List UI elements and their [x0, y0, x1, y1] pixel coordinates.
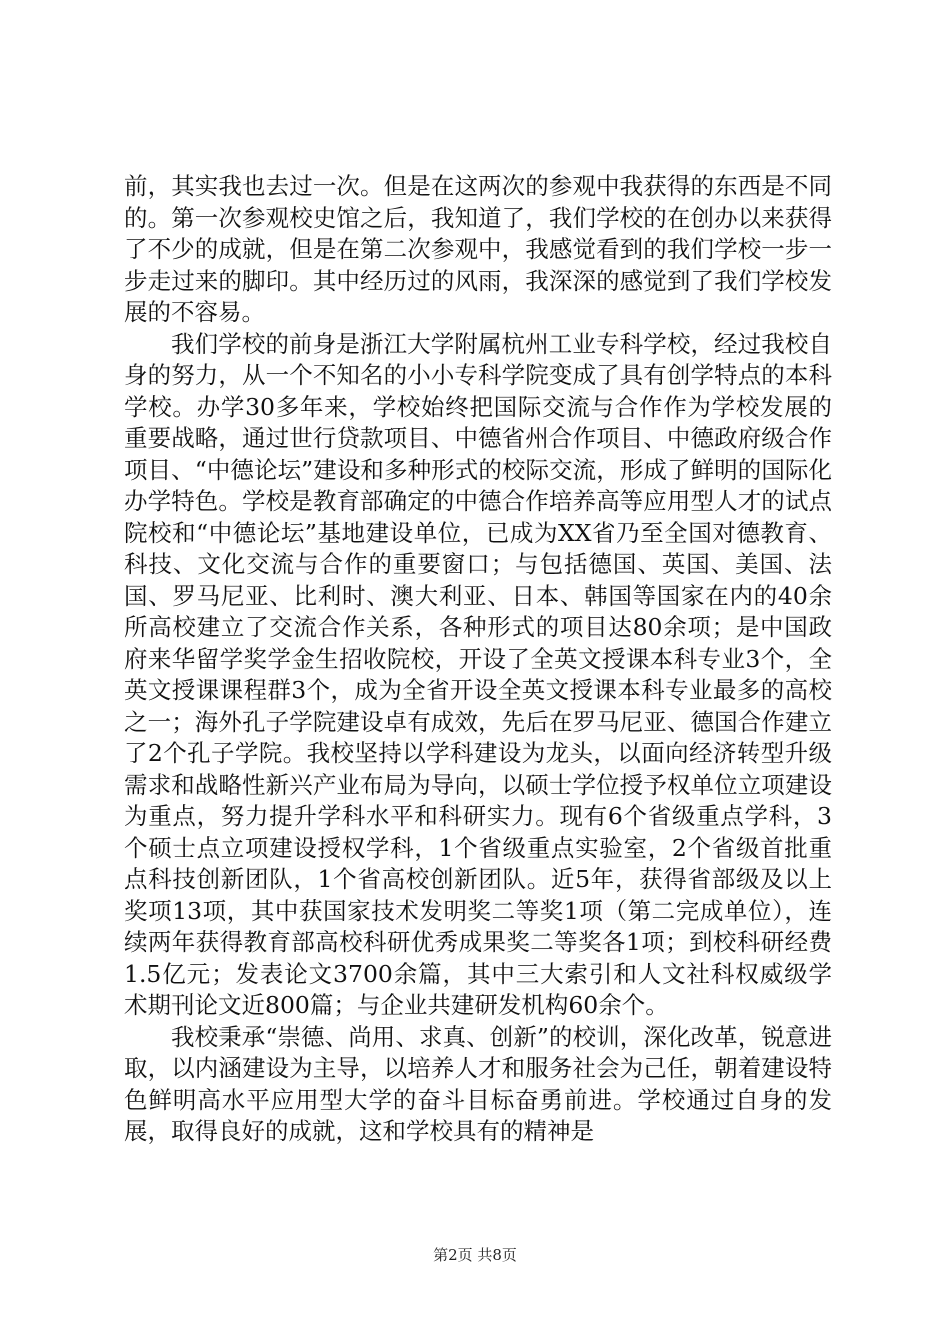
document-body — [124, 171, 832, 1148]
page-number-footer: 第2页 共8页 — [433, 1246, 517, 1264]
paragraph-school-motto: 我校秉承“崇德、尚用、求真、创新”的校训，深化改革，锐意进取，以内涵建设为主导，以培养人才和服务社会为己任，朝着建设特色鲜明高水平应用型大学的奋斗目标奋勇前进。学校通过自身的发展，取得良好的成就，这和学校具有的精神是 — [124, 1022, 832, 1145]
paragraph-school-history: 我们学校的前身是浙江大学附属杭州工业专科学校，经过我校自身的努力，从一个不知名的小小专科学院变成了具有创学特点的本科学校。办学30多年来，学校始终把国际交流与合作作为学校发展的重要战略，通过世行贷款项目、中德省州合作项目、中德政府级合作项目、“中德论坛”建设和多种形式的校际交流，形成了鲜明的国际化办学特色。学校是教育部确定的中德合作培养高等应用型人才的试点院校和“中德论坛”基地建设单位，已成为XX省乃至全国对德教育、科技、文化交流与合作的重要窗口；与包括德国、英国、美国、法国、罗马尼亚、比利时、澳大利亚、日本、韩国等国家在内的40余所高校建立了交流合作关系，各种形式的项目达80余项；是中国政府来华留学奖学金生招收院校，开设了全英文授课本科专业3个，全英文授课课程群3个，成为全省开设全英文授课本科专业最多的高校之一；海外孔子学院建设卓有成效，先后在罗马尼亚、德国合作建立了2个孔子学院。我校坚持以学科建设为龙头，以面向经济转型升级需求和战略性新兴产业布局为导向，以硕士学位授予权单位立项建设为重点，努力提升学科水平和科研实力。现有6个省级重点学科，3个硕士点立项建设授权学科，1个省级重点实验室，2个省级首批重点科技创新团队，1个省高校创新团队。近5年，获得省部级及以上奖项13项，其中获国家技术发明奖二等奖1项（第二完成单位），连续两年获得教育部高校科研优秀成果奖二等奖各1项；到校科研经费1.5亿元；发表论文3700余篇，其中三大索引和人文社科权威级学术期刊论文近800篇；与企业共建研发机构60余个。 — [124, 329, 832, 1019]
paragraph-continuation: 前，其实我也去过一次。但是在这两次的参观中我获得的东西是不同的。第一次参观校史馆之后，我知道了，我们学校的在创办以来获得了不少的成就，但是在第二次参观中，我感觉看到的我们学校一步一步走过来的脚印。其中经历过的风雨，我深深的感觉到了我们学校发展的不容易。 — [124, 172, 832, 326]
